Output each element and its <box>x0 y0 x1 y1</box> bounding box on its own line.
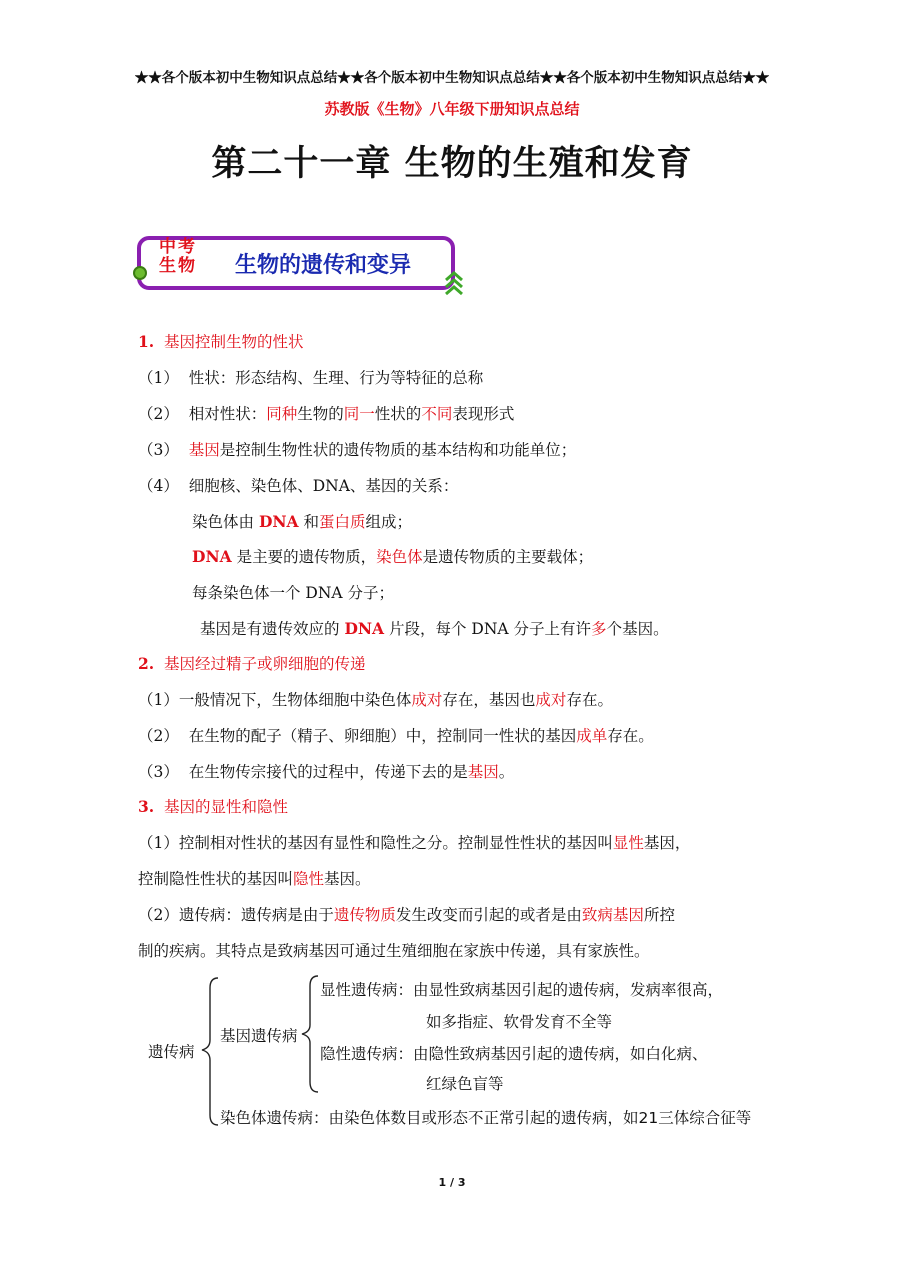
diagram-leaf-dominant-examples: 如多指症、软骨发育不全等 <box>426 1013 613 1031</box>
s1-item-1-text: 性状：形态结构、生理、行为等特征的总称 <box>188 369 484 387</box>
s1-item-3 <box>138 439 576 461</box>
section-2-title: 基因经过精子或卵细胞的传递 <box>164 655 366 673</box>
badge-title: 生物的遗传和变异 <box>235 253 412 278</box>
s1-sub-2-d: 是遗传物质的主要载体； <box>422 548 594 566</box>
s3-item-2-index: （2） <box>138 906 179 924</box>
s3-item-2-e: 所控 <box>643 906 675 924</box>
s1-sub-3 <box>192 582 394 604</box>
s1-item-2-d: 同一 <box>343 405 375 423</box>
s2-item-1-a: 一般情况下，生物体细胞中染色体 <box>178 691 412 709</box>
s2-item-3-b: 基因 <box>467 763 499 781</box>
s2-item-2-a: 在生物的配子（精子、卵细胞）中，控制同一性状的基因 <box>188 727 577 745</box>
section-2-number: 2. <box>138 654 155 673</box>
section-badge <box>133 228 473 300</box>
s1-item-1 <box>138 367 483 389</box>
s3-item-2-line2 <box>138 940 650 962</box>
top-banner: ★★各个版本初中生物知识点总结★★各个版本初中生物知识点总结★★各个版本初中生物知识点总结★★ <box>134 70 770 86</box>
s1-sub-4-b: DNA <box>344 619 385 638</box>
disease-classification-diagram <box>140 970 790 1135</box>
s2-item-1-index: （1） <box>138 691 179 709</box>
s1-sub-1-a: 染色体由 <box>192 513 259 531</box>
s1-item-2-c: 生物的 <box>297 405 344 423</box>
page-number: 1 / 3 <box>438 1176 466 1189</box>
s3-item-1-f: 基因。 <box>324 870 371 888</box>
s3-item-1-line1 <box>138 832 690 854</box>
s1-item-3-b: 是控制生物性状的遗传物质的基本结构和功能单位； <box>219 441 577 459</box>
s2-item-3-a: 在生物传宗接代的过程中，传递下去的是 <box>188 763 468 781</box>
s3-item-2-a: 遗传病：遗传病是由于 <box>178 906 334 924</box>
s1-sub-4-a: 基因是有遗传效应的 <box>200 620 345 638</box>
s1-item-3-a: 基因 <box>188 441 220 459</box>
s1-item-2-g: 表现形式 <box>452 405 515 423</box>
s1-sub-1 <box>192 511 412 533</box>
section-3-heading <box>138 796 288 818</box>
s1-sub-2-c: 染色体 <box>376 548 423 566</box>
s2-item-1-d: 成对 <box>535 691 567 709</box>
diagram-leaf-dominant: 显性遗传病：由显性致病基因引起的遗传病，发病率很高， <box>320 981 724 999</box>
s1-sub-1-b: DNA <box>258 512 299 531</box>
s1-sub-2-b: 是主要的遗传物质， <box>231 548 377 566</box>
diagram-branch-chromosome: 染色体遗传病：由染色体数目或形态不正常引起的遗传病，如21三体综合征等 <box>220 1109 752 1127</box>
section-2-heading <box>138 653 366 675</box>
s1-item-2-b: 同种 <box>266 405 298 423</box>
diagram-branch-gene: 基因遗传病 <box>220 1027 298 1045</box>
s1-item-4-index: （4） <box>138 477 179 495</box>
s3-item-1-c: 基因， <box>643 834 691 852</box>
s3-item-1-a: 控制相对性状的基因有显性和隐性之分。控制显性性状的基因叫 <box>178 834 613 852</box>
s1-sub-3-text: 每条染色体一个 DNA 分子； <box>192 584 395 602</box>
s3-item-1-index: （1） <box>138 834 179 852</box>
s3-item-1-b: 显性 <box>612 834 644 852</box>
s2-item-2-b: 成单 <box>576 727 608 745</box>
s3-item-2-f: 制的疾病。其特点是致病基因可通过生殖细胞在家族中传递，具有家族性。 <box>138 942 650 960</box>
s2-item-3-c: 。 <box>498 763 515 781</box>
section-1-heading <box>138 331 304 353</box>
badge-tag-block <box>133 232 211 294</box>
badge-tag-line1: 中考 <box>159 237 197 257</box>
s2-item-3-index: （3） <box>138 763 179 781</box>
s1-sub-4-e: 个基因。 <box>606 620 669 638</box>
s2-item-1-b: 成对 <box>411 691 443 709</box>
section-3-number: 3. <box>138 797 155 816</box>
s2-item-3 <box>138 761 514 783</box>
s1-item-2-a: 相对性状： <box>188 405 267 423</box>
s1-item-3-index: （3） <box>138 441 179 459</box>
s1-item-4-text: 细胞核、染色体、DNA、基因的关系： <box>188 477 459 495</box>
diagram-root: 遗传病 <box>148 1043 195 1061</box>
s1-item-2-index: （2） <box>138 405 179 423</box>
s2-item-2-index: （2） <box>138 727 179 745</box>
s2-item-1 <box>138 689 613 711</box>
s3-item-2-line1 <box>138 904 675 926</box>
s1-sub-1-c: 和 <box>298 513 320 531</box>
diagram-leaf-recessive: 隐性遗传病：由隐性致病基因引起的遗传病，如白化病、 <box>320 1045 708 1063</box>
s1-sub-4 <box>200 618 669 640</box>
s2-item-2-c: 存在。 <box>607 727 654 745</box>
s3-item-1-e: 隐性 <box>293 870 325 888</box>
s1-sub-4-c: 片段，每个 DNA 分子上有许 <box>384 620 592 638</box>
badge-tag-line2: 生物 <box>159 256 197 276</box>
s1-sub-2-a: DNA <box>192 547 232 566</box>
section-1-number: 1. <box>138 332 155 351</box>
s1-item-2-e: 性状的 <box>374 405 422 423</box>
s3-item-2-d: 致病基因 <box>581 906 644 924</box>
s1-item-2-f: 不同 <box>421 405 453 423</box>
s1-sub-1-e: 组成； <box>365 513 413 531</box>
s1-sub-2 <box>192 546 593 568</box>
s2-item-1-c: 存在，基因也 <box>442 691 536 709</box>
s3-item-2-c: 发生改变而引起的或者是由 <box>395 906 582 924</box>
s1-item-1-index: （1） <box>138 369 179 387</box>
s2-item-2 <box>138 725 654 747</box>
chapter-title: 第二十一章 生物的生殖和发育 <box>211 144 693 184</box>
s1-sub-1-d: 蛋白质 <box>319 513 366 531</box>
s2-item-1-e: 存在。 <box>566 691 613 709</box>
section-3-title: 基因的显性和隐性 <box>164 798 289 816</box>
diagram-leaf-recessive-examples: 红绿色盲等 <box>426 1075 504 1093</box>
s3-item-2-b: 遗传物质 <box>333 906 396 924</box>
section-1-title: 基因控制生物的性状 <box>164 333 304 351</box>
chevrons-up-icon <box>443 268 465 296</box>
s1-item-4 <box>138 475 458 497</box>
s1-item-2 <box>138 403 514 425</box>
document-subtitle: 苏教版《生物》八年级下册知识点总结 <box>324 100 580 118</box>
pin-icon <box>133 266 147 280</box>
s3-item-1-d: 控制隐性性状的基因叫 <box>138 870 294 888</box>
s1-sub-4-d: 多 <box>591 620 607 638</box>
s3-item-1-line2 <box>138 868 371 890</box>
